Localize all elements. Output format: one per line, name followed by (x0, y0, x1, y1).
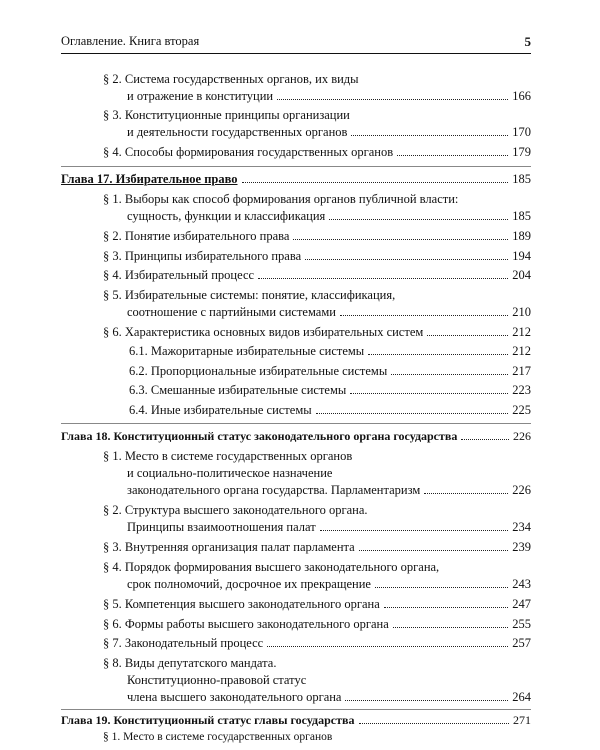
toc-line: § 2. Система государственных органов, их виды (103, 72, 359, 86)
toc-line: Конституционно-правовой статус (127, 673, 307, 687)
toc-entry[interactable]: § 2. Понятие избирательного права 189 (103, 229, 531, 243)
toc-entry[interactable]: законодательного органа государства. Парламентаризм 226 (127, 483, 531, 497)
toc-line: § 1. Место в системе государственных органов (103, 731, 333, 743)
toc-line: § 2. Структура высшего законодательного органа. (103, 503, 368, 517)
running-header (61, 34, 531, 50)
toc-entry[interactable]: сущность, функции и классификация 185 (127, 209, 531, 223)
chapter-heading[interactable]: Глава 18. Конституционный статус законодательного органа государства 226 (61, 429, 531, 443)
toc-subentry[interactable]: 6.1. Мажоритарные избирательные системы 212 (129, 344, 531, 358)
toc-line: § 8. Виды депутатского мандата. (103, 656, 277, 670)
toc-entry[interactable]: члена высшего законодательного органа 264 (127, 690, 531, 704)
chapter-separator (61, 166, 531, 167)
toc-entry[interactable]: § 3. Внутренняя организация палат парламента 239 (103, 540, 531, 554)
toc-line: § 1. Место в системе государственных органов (103, 449, 353, 463)
toc-line: § 4. Порядок формирования высшего законодательного органа, (103, 560, 440, 574)
toc-subentry[interactable]: 6.2. Пропорциональные избирательные системы 217 (129, 364, 531, 378)
header-rule (61, 53, 531, 54)
toc-line: § 5. Избирательные системы: понятие, классификация, (103, 288, 396, 302)
chapter-separator (61, 709, 531, 710)
chapter-heading[interactable]: Глава 19. Конституционный статус главы государства 271 (61, 713, 531, 727)
toc-entry[interactable]: срок полномочий, досрочное их прекращение 243 (127, 577, 531, 591)
toc-entry[interactable]: соотношение с партийными системами 210 (127, 305, 531, 319)
toc-entry[interactable]: § 4. Избирательный процесс 204 (103, 268, 531, 282)
toc-entry[interactable]: Принципы взаимоотношения палат 234 (127, 520, 531, 534)
toc-entry[interactable]: § 6. Формы работы высшего законодательного органа 255 (103, 617, 531, 631)
chapter-heading[interactable]: Глава 17. Избирательное право 185 (61, 172, 531, 186)
toc-entry[interactable]: § 6. Характеристика основных видов избирательных систем 212 (103, 325, 531, 339)
toc-line: § 1. Выборы как способ формирования органов публичной власти: (103, 192, 459, 206)
toc-entry[interactable]: § 4. Способы формирования государственных органов 179 (103, 145, 531, 159)
toc-entry[interactable]: § 7. Законодательный процесс 257 (103, 636, 531, 650)
toc-subentry[interactable]: 6.4. Иные избирательные системы 225 (129, 403, 531, 417)
toc-entry[interactable]: и отражение в конституции 166 (127, 89, 531, 103)
toc-line: и социально-политическое назначение (127, 466, 333, 480)
running-header-title: Оглавление. Книга вторая (61, 34, 200, 48)
toc-entry[interactable]: и деятельности государственных органов 170 (127, 125, 531, 139)
toc-entry[interactable]: § 5. Компетенция высшего законодательного органа 247 (103, 597, 531, 611)
page-number: 5 (524, 34, 531, 49)
chapter-separator (61, 423, 531, 424)
toc-subentry[interactable]: 6.3. Смешанные избирательные системы 223 (129, 383, 531, 397)
toc-entry[interactable]: § 3. Принципы избирательного права 194 (103, 249, 531, 263)
toc-line: § 3. Конституционные принципы организации (103, 108, 350, 122)
